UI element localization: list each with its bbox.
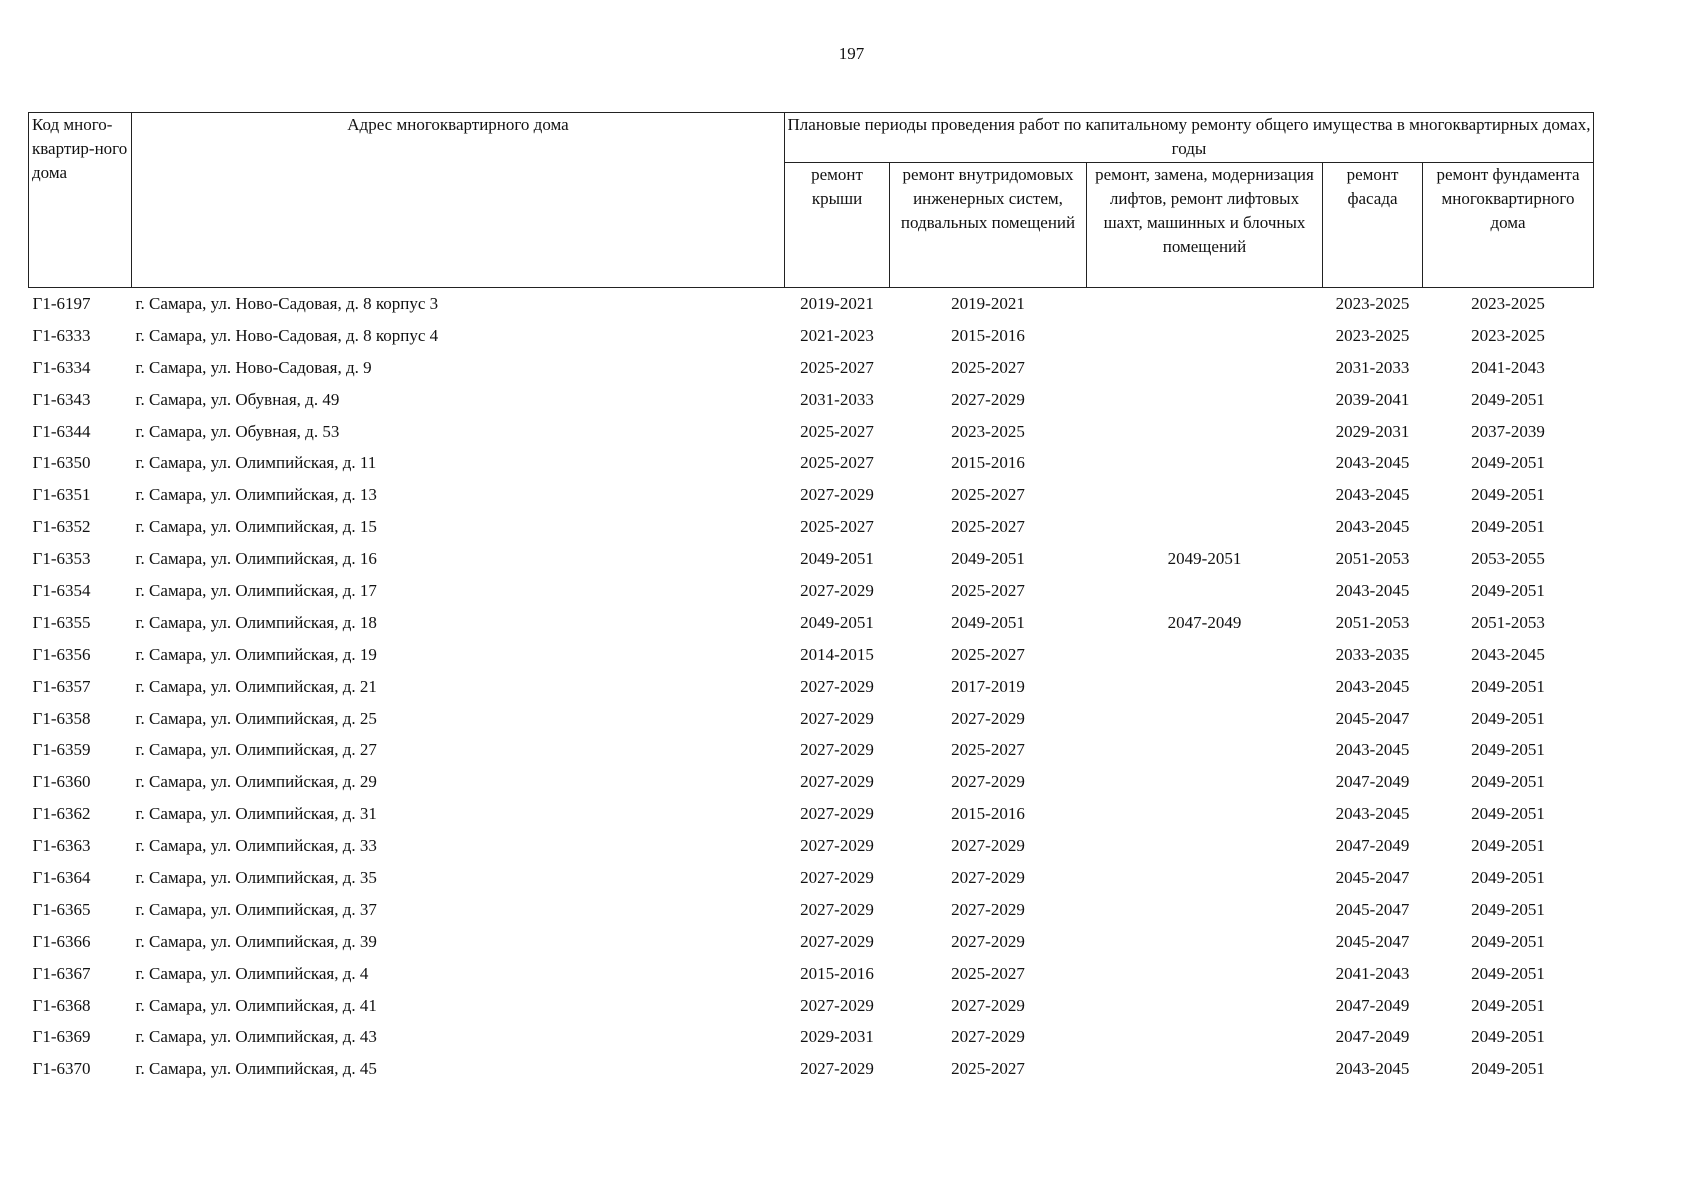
cell-foundation: 2049-2051 xyxy=(1471,580,1545,600)
cell-engineering: 2027-2029 xyxy=(951,899,1025,919)
cell-lifts xyxy=(1087,734,1323,766)
cell-foundation: 2041-2043 xyxy=(1471,357,1545,377)
cell-code: Г1-6354 xyxy=(32,580,91,600)
cell-address: г. Самара, ул. Олимпийская, д. 13 xyxy=(135,485,377,505)
cell-roof: 2027-2029 xyxy=(800,899,874,919)
cell-engineering: 2025-2027 xyxy=(951,644,1025,664)
cell-foundation: 2049-2051 xyxy=(1471,740,1545,760)
cell-code: Г1-6367 xyxy=(32,963,91,983)
cell-facade: 2023-2025 xyxy=(1335,325,1410,345)
cell-code: Г1-6344 xyxy=(32,421,91,441)
cell-address: г. Самара, ул. Олимпийская, д. 27 xyxy=(135,740,377,760)
table-row xyxy=(29,926,1594,958)
cell-facade: 2045-2047 xyxy=(1335,899,1410,919)
cell-code: Г1-6333 xyxy=(32,325,91,345)
cell-foundation: 2049-2051 xyxy=(1471,485,1545,505)
cell-code: Г1-6359 xyxy=(32,740,91,760)
cell-address: г. Самара, ул. Олимпийская, д. 15 xyxy=(135,517,377,537)
cell-code: Г1-6334 xyxy=(32,357,91,377)
table-row xyxy=(29,416,1594,448)
cell-foundation: 2053-2055 xyxy=(1471,549,1545,569)
table-row xyxy=(29,734,1594,766)
cell-facade: 2047-2049 xyxy=(1335,772,1410,792)
cell-engineering: 2015-2016 xyxy=(951,325,1025,345)
cell-engineering: 2027-2029 xyxy=(951,931,1025,951)
cell-lifts xyxy=(1087,830,1323,862)
cell-roof: 2031-2033 xyxy=(800,389,874,409)
cell-address: г. Самара, ул. Ново-Садовая, д. 9 xyxy=(135,357,372,377)
cell-lifts xyxy=(1087,926,1323,958)
cell-engineering: 2027-2029 xyxy=(951,995,1025,1015)
cell-engineering: 2025-2027 xyxy=(951,485,1025,505)
table-row xyxy=(29,990,1594,1022)
cell-roof: 2015-2016 xyxy=(800,963,874,983)
cell-roof: 2027-2029 xyxy=(800,740,874,760)
cell-code: Г1-6362 xyxy=(32,804,91,824)
header-lifts: ремонт, замена, модернизация лифтов, ремонт лифтовых шахт, машинных и блочных помещений xyxy=(1087,163,1323,288)
cell-roof: 2019-2021 xyxy=(800,293,874,313)
table-row xyxy=(29,352,1594,384)
cell-foundation: 2049-2051 xyxy=(1471,676,1545,696)
cell-code: Г1-6363 xyxy=(32,836,91,856)
cell-foundation: 2049-2051 xyxy=(1471,1027,1545,1047)
table-row xyxy=(29,1053,1594,1085)
cell-facade: 2031-2033 xyxy=(1335,357,1410,377)
header-periods: Плановые периоды проведения работ по капитальному ремонту общего имущества в многоквартирных домах, годы xyxy=(785,113,1594,163)
table-row xyxy=(29,766,1594,798)
cell-address: г. Самара, ул. Олимпийская, д. 18 xyxy=(135,612,377,632)
cell-code: Г1-6370 xyxy=(32,1059,91,1079)
cell-roof: 2027-2029 xyxy=(800,1059,874,1079)
table-row xyxy=(29,830,1594,862)
cell-roof: 2027-2029 xyxy=(800,676,874,696)
table-row xyxy=(29,320,1594,352)
table-row xyxy=(29,607,1594,639)
table-row xyxy=(29,575,1594,607)
cell-address: г. Самара, ул. Олимпийская, д. 4 xyxy=(135,963,369,983)
cell-engineering: 2027-2029 xyxy=(951,836,1025,856)
cell-roof: 2029-2031 xyxy=(800,1027,874,1047)
cell-foundation: 2023-2025 xyxy=(1471,293,1545,313)
cell-foundation: 2043-2045 xyxy=(1471,644,1545,664)
cell-address: г. Самара, ул. Обувная, д. 49 xyxy=(135,389,340,409)
cell-lifts xyxy=(1087,352,1323,384)
cell-address: г. Самара, ул. Олимпийская, д. 29 xyxy=(135,772,377,792)
cell-roof: 2014-2015 xyxy=(800,644,874,664)
table-row xyxy=(29,798,1594,830)
cell-roof: 2025-2027 xyxy=(800,517,874,537)
header-foundation: ремонт фундамента многоквартирного дома xyxy=(1423,163,1594,288)
cell-foundation: 2049-2051 xyxy=(1471,772,1545,792)
table-row xyxy=(29,703,1594,735)
cell-engineering: 2015-2016 xyxy=(951,804,1025,824)
cell-address: г. Самара, ул. Обувная, д. 53 xyxy=(135,421,340,441)
cell-facade: 2047-2049 xyxy=(1335,1027,1410,1047)
cell-facade: 2047-2049 xyxy=(1335,836,1410,856)
cell-facade: 2043-2045 xyxy=(1335,517,1410,537)
cell-facade: 2047-2049 xyxy=(1335,995,1410,1015)
table-row xyxy=(29,1021,1594,1053)
cell-lifts xyxy=(1087,639,1323,671)
cell-lifts xyxy=(1087,288,1323,320)
table-row xyxy=(29,671,1594,703)
cell-code: Г1-6353 xyxy=(32,549,91,569)
cell-foundation: 2049-2051 xyxy=(1471,995,1545,1015)
cell-lifts xyxy=(1087,798,1323,830)
cell-roof: 2021-2023 xyxy=(800,325,874,345)
cell-roof: 2027-2029 xyxy=(800,867,874,887)
table-row xyxy=(29,511,1594,543)
cell-address: г. Самара, ул. Олимпийская, д. 45 xyxy=(135,1059,377,1079)
table-body xyxy=(29,288,1594,1086)
cell-code: Г1-6355 xyxy=(32,612,91,632)
cell-roof: 2027-2029 xyxy=(800,804,874,824)
cell-facade: 2041-2043 xyxy=(1335,963,1410,983)
cell-address: г. Самара, ул. Олимпийская, д. 37 xyxy=(135,899,377,919)
cell-code: Г1-6368 xyxy=(32,995,91,1015)
cell-address: г. Самара, ул. Олимпийская, д. 31 xyxy=(135,804,377,824)
cell-foundation: 2049-2051 xyxy=(1471,867,1545,887)
cell-facade: 2043-2045 xyxy=(1335,804,1410,824)
table-row xyxy=(29,543,1594,575)
cell-facade: 2043-2045 xyxy=(1335,485,1410,505)
cell-code: Г1-6357 xyxy=(32,676,91,696)
cell-facade: 2033-2035 xyxy=(1335,644,1410,664)
cell-lifts xyxy=(1087,1021,1323,1053)
cell-roof: 2027-2029 xyxy=(800,708,874,728)
header-address: Адрес многоквартирного дома xyxy=(132,113,785,288)
cell-roof: 2027-2029 xyxy=(800,995,874,1015)
cell-code: Г1-6197 xyxy=(32,293,91,313)
cell-engineering: 2027-2029 xyxy=(951,389,1025,409)
cell-engineering: 2025-2027 xyxy=(951,740,1025,760)
cell-address: г. Самара, ул. Олимпийская, д. 41 xyxy=(135,995,377,1015)
table-row xyxy=(29,639,1594,671)
cell-engineering: 2025-2027 xyxy=(951,963,1025,983)
cell-lifts: 2047-2049 xyxy=(1167,612,1242,632)
header-engineering: ремонт внутридомовых инженерных систем, подвальных помещений xyxy=(890,163,1087,288)
cell-facade: 2029-2031 xyxy=(1335,421,1410,441)
cell-lifts xyxy=(1087,671,1323,703)
cell-facade: 2043-2045 xyxy=(1335,453,1410,473)
cell-lifts xyxy=(1087,894,1323,926)
page-number: 197 xyxy=(838,44,865,63)
header-facade: ремонт фасада xyxy=(1323,163,1423,288)
cell-facade: 2045-2047 xyxy=(1335,931,1410,951)
header-roof: ремонт крыши xyxy=(785,163,890,288)
cell-foundation: 2049-2051 xyxy=(1471,517,1545,537)
table-row xyxy=(29,479,1594,511)
cell-lifts xyxy=(1087,862,1323,894)
cell-code: Г1-6364 xyxy=(32,867,91,887)
cell-address: г. Самара, ул. Олимпийская, д. 19 xyxy=(135,644,377,664)
cell-engineering: 2023-2025 xyxy=(951,421,1025,441)
cell-foundation: 2049-2051 xyxy=(1471,453,1545,473)
cell-code: Г1-6366 xyxy=(32,931,91,951)
cell-foundation: 2049-2051 xyxy=(1471,931,1545,951)
cell-roof: 2027-2029 xyxy=(800,485,874,505)
cell-code: Г1-6343 xyxy=(32,389,91,409)
cell-address: г. Самара, ул. Олимпийская, д. 21 xyxy=(135,676,377,696)
cell-lifts xyxy=(1087,511,1323,543)
cell-code: Г1-6358 xyxy=(32,708,91,728)
cell-engineering: 2049-2051 xyxy=(951,549,1025,569)
cell-address: г. Самара, ул. Ново-Садовая, д. 8 корпус 3 xyxy=(135,293,439,313)
cell-facade: 2043-2045 xyxy=(1335,676,1410,696)
cell-facade: 2039-2041 xyxy=(1335,389,1410,409)
cell-address: г. Самара, ул. Олимпийская, д. 33 xyxy=(135,836,377,856)
cell-engineering: 2027-2029 xyxy=(951,1027,1025,1047)
cell-lifts xyxy=(1087,703,1323,735)
cell-foundation: 2049-2051 xyxy=(1471,389,1545,409)
cell-lifts xyxy=(1087,320,1323,352)
cell-address: г. Самара, ул. Олимпийская, д. 39 xyxy=(135,931,377,951)
cell-lifts xyxy=(1087,766,1323,798)
cell-facade: 2043-2045 xyxy=(1335,740,1410,760)
cell-facade: 2051-2053 xyxy=(1335,612,1410,632)
cell-roof: 2049-2051 xyxy=(800,549,874,569)
cell-engineering: 2027-2029 xyxy=(951,867,1025,887)
cell-foundation: 2023-2025 xyxy=(1471,325,1545,345)
cell-foundation: 2049-2051 xyxy=(1471,804,1545,824)
cell-engineering: 2049-2051 xyxy=(951,612,1025,632)
cell-foundation: 2049-2051 xyxy=(1471,708,1545,728)
cell-facade: 2045-2047 xyxy=(1335,708,1410,728)
cell-code: Г1-6350 xyxy=(32,453,91,473)
cell-roof: 2025-2027 xyxy=(800,421,874,441)
cell-engineering: 2025-2027 xyxy=(951,1059,1025,1079)
cell-lifts xyxy=(1087,1053,1323,1085)
cell-facade: 2043-2045 xyxy=(1335,1059,1410,1079)
cell-code: Г1-6369 xyxy=(32,1027,91,1047)
table-row xyxy=(29,384,1594,416)
cell-address: г. Самара, ул. Олимпийская, д. 25 xyxy=(135,708,377,728)
cell-engineering: 2017-2019 xyxy=(951,676,1025,696)
cell-code: Г1-6352 xyxy=(32,517,91,537)
cell-facade: 2051-2053 xyxy=(1335,549,1410,569)
cell-lifts xyxy=(1087,990,1323,1022)
capital-repair-table xyxy=(28,112,1594,1085)
cell-address: г. Самара, ул. Олимпийская, д. 16 xyxy=(135,549,377,569)
cell-facade: 2023-2025 xyxy=(1335,293,1410,313)
table-row xyxy=(29,288,1594,320)
cell-facade: 2043-2045 xyxy=(1335,580,1410,600)
cell-roof: 2025-2027 xyxy=(800,453,874,473)
cell-code: Г1-6365 xyxy=(32,899,91,919)
cell-lifts xyxy=(1087,416,1323,448)
cell-engineering: 2019-2021 xyxy=(951,293,1025,313)
cell-engineering: 2025-2027 xyxy=(951,357,1025,377)
cell-lifts: 2049-2051 xyxy=(1167,549,1242,569)
cell-foundation: 2051-2053 xyxy=(1471,612,1545,632)
cell-address: г. Самара, ул. Олимпийская, д. 17 xyxy=(135,580,377,600)
cell-foundation: 2049-2051 xyxy=(1471,963,1545,983)
cell-engineering: 2025-2027 xyxy=(951,580,1025,600)
cell-foundation: 2049-2051 xyxy=(1471,1059,1545,1079)
cell-roof: 2027-2029 xyxy=(800,580,874,600)
cell-address: г. Самара, ул. Олимпийская, д. 43 xyxy=(135,1027,377,1047)
table-row xyxy=(29,958,1594,990)
cell-lifts xyxy=(1087,384,1323,416)
cell-engineering: 2027-2029 xyxy=(951,708,1025,728)
cell-code: Г1-6356 xyxy=(32,644,91,664)
cell-roof: 2027-2029 xyxy=(800,772,874,792)
table-row xyxy=(29,894,1594,926)
header-code: Код много-квартир-ного дома xyxy=(29,113,132,288)
cell-foundation: 2049-2051 xyxy=(1471,836,1545,856)
cell-roof: 2025-2027 xyxy=(800,357,874,377)
cell-code: Г1-6351 xyxy=(32,485,91,505)
cell-engineering: 2025-2027 xyxy=(951,517,1025,537)
cell-facade: 2045-2047 xyxy=(1335,867,1410,887)
cell-lifts xyxy=(1087,447,1323,479)
table-row xyxy=(29,447,1594,479)
table-header xyxy=(29,113,1594,288)
cell-code: Г1-6360 xyxy=(32,772,91,792)
cell-lifts xyxy=(1087,479,1323,511)
cell-address: г. Самара, ул. Ново-Садовая, д. 8 корпус 4 xyxy=(135,325,439,345)
table-row xyxy=(29,862,1594,894)
cell-foundation: 2037-2039 xyxy=(1471,421,1545,441)
cell-engineering: 2015-2016 xyxy=(951,453,1025,473)
cell-roof: 2027-2029 xyxy=(800,836,874,856)
cell-foundation: 2049-2051 xyxy=(1471,899,1545,919)
cell-address: г. Самара, ул. Олимпийская, д. 35 xyxy=(135,867,377,887)
cell-lifts xyxy=(1087,575,1323,607)
cell-engineering: 2027-2029 xyxy=(951,772,1025,792)
cell-address: г. Самара, ул. Олимпийская, д. 11 xyxy=(135,453,377,473)
cell-lifts xyxy=(1087,958,1323,990)
cell-roof: 2049-2051 xyxy=(800,612,874,632)
cell-roof: 2027-2029 xyxy=(800,931,874,951)
